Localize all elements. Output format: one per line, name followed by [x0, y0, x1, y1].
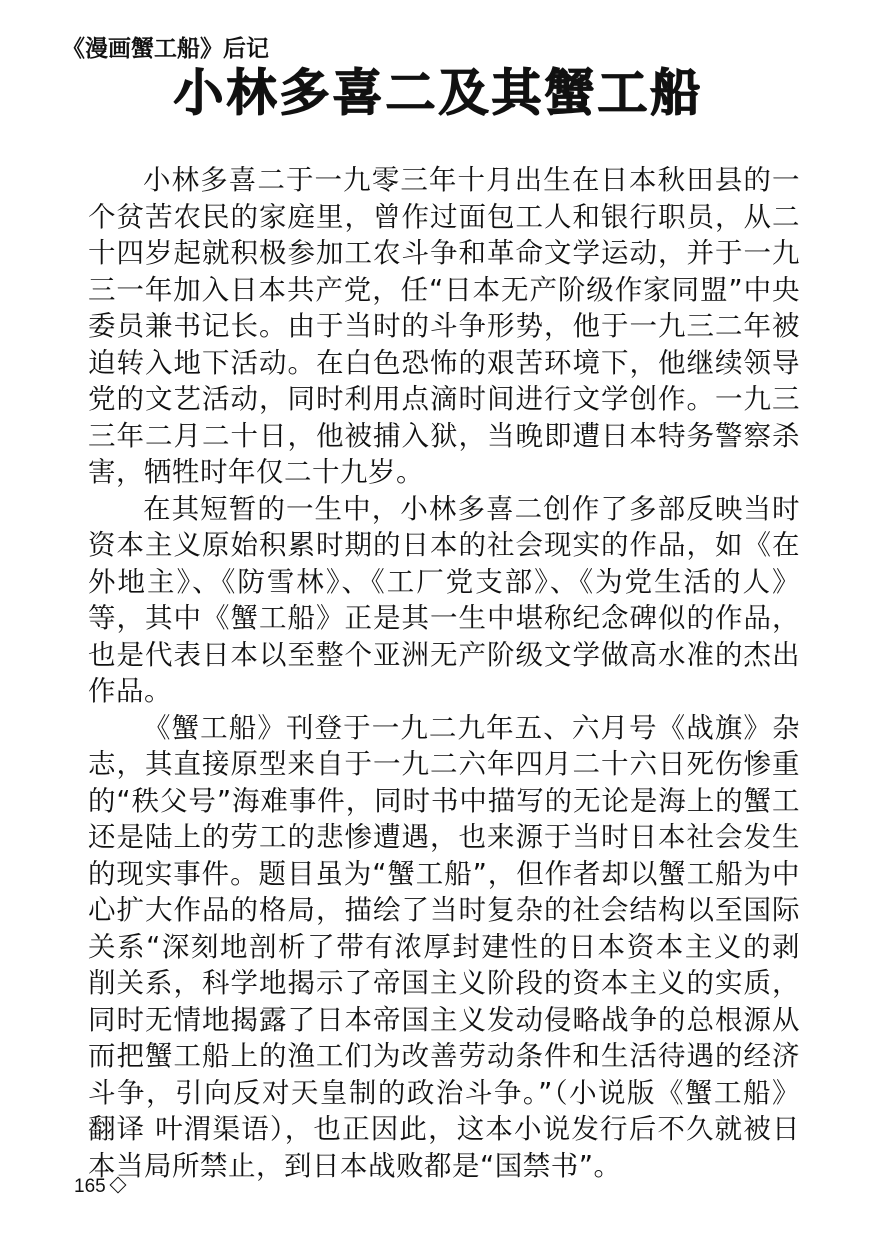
paragraph: 小林多喜二于一九零三年十月出生在日本秋田县的一个贫苦农民的家庭里，曾作过面包工人和银行职员，从二十四岁起就积极参加工农斗争和革命文学运动，并于一九三一年加入日本共产党，任“日本无产阶级作家同盟”中央委员兼书记长。由于当时的斗争形势，他于一九三二年被迫转入地下活动。在白色恐怖的艰苦环境下，他继续领导党的文艺活动，同时利用点滴时间进行文学创作。一九三三年二月二十日，他被捕入狱，当晚即遭日本特务警察杀害，牺牲时年仅二十九岁。 — [88, 164, 800, 488]
page-number: 165 — [74, 1176, 106, 1197]
page-subtitle: 《漫画蟹工船》后记 — [62, 36, 269, 62]
paragraph: 在其短暂的一生中，小林多喜二创作了多部反映当时资本主义原始积累时期的日本的社会现实的作品，如《在外地主》、《防雪林》、《工厂党支部》、《为党生活的人》等，其中《蟹工船》正是其一生中堪称纪念碑似的作品，也是代表日本以至整个亚洲无产阶级文学做高水准的杰出作品。 — [88, 492, 800, 707]
diamond-icon — [109, 1177, 126, 1194]
article-body — [88, 162, 800, 1184]
paragraph: 《蟹工船》刊登于一九二九年五、六月号《战旗》杂志，其直接原型来自于一九二六年四月二十六日死伤惨重的“秩父号”海难事件，同时书中描写的无论是海上的蟹工还是陆上的劳工的悲惨遭遇，也来源于当时日本社会发生的现实事件。题目虽为“蟹工船”，但作者却以蟹工船为中心扩大作品的格局，描绘了当时复杂的社会结构以至国际关系“深刻地剖析了带有浓厚封建性的日本资本主义的剥削关系，科学地揭示了帝国主义阶段的资本主义的实质，同时无情地揭露了日本帝国主义发动侵略战争的总根源从而把蟹工船上的渔工们为改善劳动条件和生活待遇的经济斗争，引向反对天皇制的政治斗争。”（小说版《蟹工船》翻译 叶渭渠语），也正因此，这本小说发行后不久就被日本当局所禁止，到日本战败都是“国禁书”。 — [88, 711, 800, 1182]
page-footer — [74, 1174, 124, 1199]
page-title: 小林多喜二及其蟹工船 — [173, 64, 704, 122]
